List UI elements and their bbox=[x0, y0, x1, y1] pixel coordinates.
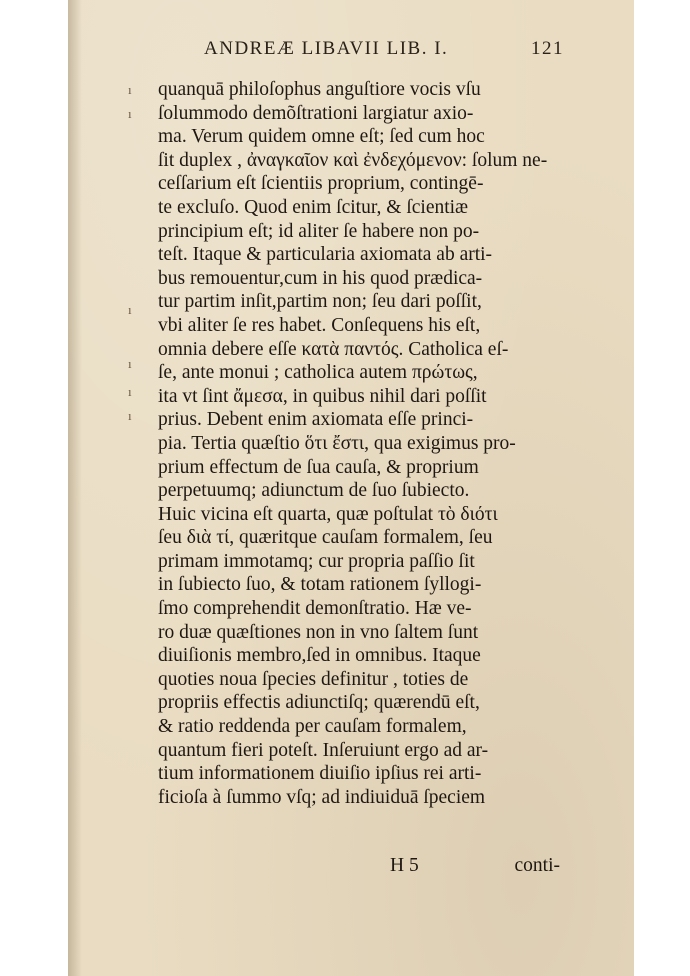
text-line: primam immotamq; cur propria paſſio ſit bbox=[158, 550, 475, 572]
text-line: quoties noua ſpecies definitur , toties de bbox=[158, 668, 469, 690]
text-line: propriis effectis adiunctiſq; quærendū eſt, bbox=[158, 692, 480, 714]
text-line: ficioſa à ſummo vſq; ad indiuiduā ſpeciem bbox=[158, 786, 486, 808]
text-line: tium informationem diuiſio ipſius rei arti- bbox=[158, 763, 482, 785]
margin-mark: ı bbox=[128, 356, 132, 371]
text-line: ita vt ſint ἄμεσα, in quibus nihil dari poſſit bbox=[158, 385, 487, 407]
text-line: principium eſt; id aliter ſe habere non po- bbox=[158, 220, 480, 242]
text-line: teſt. Itaque & particularia axiomata ab arti- bbox=[158, 244, 493, 266]
signature-mark: H 5 bbox=[390, 855, 419, 876]
catchword: conti- bbox=[514, 855, 560, 876]
text-line: ſolummodo demõſtrationi largiatur axio- bbox=[158, 102, 474, 124]
text-line: ſeu διὰ τί, quæritque cauſam formalem, ſeu bbox=[158, 527, 493, 549]
text-line: ceſſarium eſt ſcientiis proprium, contingē- bbox=[158, 173, 484, 195]
margin-mark: ı bbox=[128, 408, 132, 423]
text-line: & ratio reddenda per cauſam formalem, bbox=[158, 716, 467, 738]
text-line: quanquā philoſophus anguſtiore vocis vſu bbox=[158, 79, 481, 100]
book-page bbox=[68, 0, 634, 976]
text-line: ſe, ante monui ; catholica autem πρώτως, bbox=[158, 362, 478, 384]
text-line: ſit duplex , ἀναγκαῖον καὶ ἐνδεχόμενον: ſolum ne- bbox=[158, 149, 548, 171]
running-title: ANDREÆ LIBAVII LIB. I. bbox=[204, 38, 449, 59]
text-line: in ſubiecto ſuo, & totam rationem ſyllogi- bbox=[158, 574, 482, 596]
running-head bbox=[204, 38, 564, 68]
text-line: tur partim inſit,partim non; ſeu dari poſſit, bbox=[158, 291, 482, 313]
text-line: ma. Verum quidem omne eſt; ſed cum hoc bbox=[158, 126, 485, 148]
text-line: prius. Debent enim axiomata eſſe princi- bbox=[158, 409, 474, 431]
text-line: Huic vicina eſt quarta, quæ poſtulat τὸ διότι bbox=[158, 503, 498, 525]
text-line: prium effectum de ſua cauſa, & proprium bbox=[158, 456, 479, 478]
text-line: perpetuumq; adiunctum de ſuo ſubiecto. bbox=[158, 480, 470, 502]
text-line: omnia debere eſſe κατὰ παντός. Catholica eſ- bbox=[158, 338, 509, 360]
margin-mark: ı bbox=[128, 384, 132, 399]
page-number: 121 bbox=[531, 38, 564, 59]
text-line: te excluſo. Quod enim ſcitur, & ſcientiæ bbox=[158, 196, 469, 218]
page-foot bbox=[390, 855, 560, 879]
margin-mark: ı bbox=[128, 302, 132, 317]
text-line: ſmo comprehendit demonſtratio. Hæ ve- bbox=[158, 598, 472, 620]
body-text bbox=[158, 78, 563, 809]
text-line: pia. Tertia quæſtio ὅτι ἔστι, qua exigimus pro- bbox=[158, 432, 516, 454]
margin-mark: ı bbox=[128, 82, 132, 97]
text-line: quantum fieri poteſt. Inſeruiunt ergo ad ar- bbox=[158, 739, 489, 761]
text-line: bus remouentur,cum in his quod prædica- bbox=[158, 267, 483, 289]
text-line: ro duæ quæſtiones non in vno ſaltem ſunt bbox=[158, 621, 479, 643]
margin-mark: ı bbox=[128, 106, 132, 121]
text-line: diuiſionis membro,ſed in omnibus. Itaque bbox=[158, 645, 481, 667]
text-line: vbi aliter ſe res habet. Conſequens his eſt, bbox=[158, 314, 481, 336]
